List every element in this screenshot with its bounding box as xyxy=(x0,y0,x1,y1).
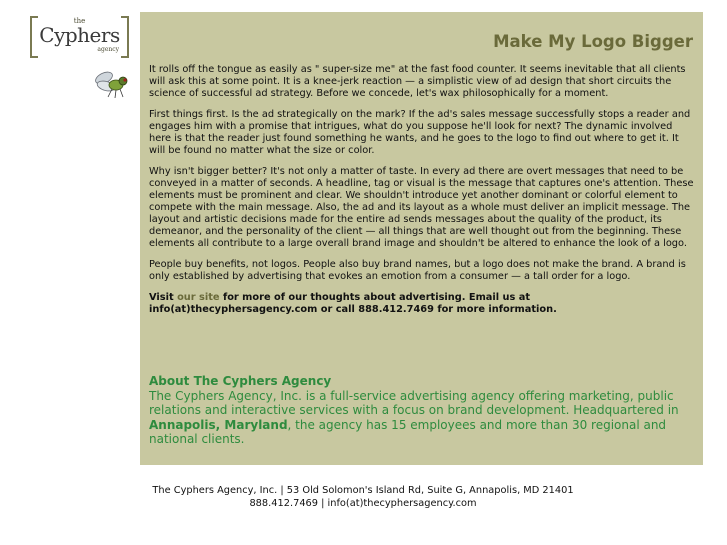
logo-the: the xyxy=(73,17,86,25)
visit-prefix: Visit xyxy=(149,292,178,303)
visit-suffix: for more of our thoughts about advertising. Email us at info(at)thecyphersagency.com or call 888.412.7469 for more information. xyxy=(149,292,557,315)
footer-contact: 888.412.7469 | info(at)thecyphersagency.com xyxy=(249,498,477,509)
article-paragraph: It rolls off the tongue as easily as " super-size me" at the fast food counter. It seems inevitable that all clients will ask this at some point. It is a knee-jerk reaction — a simplistic view of ad design that short circuits the science of successful ad strategy. Before we concede, let's wax philosophically for a moment. xyxy=(149,64,686,99)
about-title: About The Cyphers Agency xyxy=(149,374,332,388)
cyphers-logo[interactable] xyxy=(30,16,129,56)
our-site-link[interactable]: our site xyxy=(177,292,220,303)
article-paragraph: Why isn't bigger better? It's not only a matter of taste. In every ad there are overt messages that need to be conveyed in a matter of seconds. A headline, tag or visual is the message that captures one's attention. These elements must be prominent and clear. We shouldn't introduce yet another dominant or colorful element to compete with the main message. Also, the ad and its layout as a whole must deliver an implicit message. The layout and artistic decisions made for the entire ad sends messages about the quality of the product, its demeanor, and the personality of the client — all things that are well thought out from the beginning. These elements all contribute to a large overall brand image and shouldn't be altered to enhance the look of a logo. xyxy=(149,166,694,249)
visit-paragraph xyxy=(149,292,695,316)
article-paragraph: People buy benefits, not logos. People also buy brand names, but a logo does not make the brand. A brand is only established by advertising that evokes an emotion from a consumer — a tall order for a logo. xyxy=(149,259,686,282)
about-section xyxy=(149,374,699,447)
footer xyxy=(140,484,586,510)
logo-name: Cyphers xyxy=(39,23,120,47)
footer-address: The Cyphers Agency, Inc. | 53 Old Solomon's Island Rd, Suite G, Annapolis, MD 21401 xyxy=(152,485,574,496)
article-body xyxy=(149,64,695,325)
about-location: Annapolis, Maryland xyxy=(149,417,288,432)
about-text-after: , the agency has 15 employees and more than 30 regional and national clients. xyxy=(149,417,667,447)
article-paragraph: First things first. Is the ad strategically on the mark? If the ad's sales message successfully stops a reader and engages him with a promise that intrigues, what do you suppose he'll look for next? The dynamic involved here is that the reader just found something he wants, and he goes to the logo to find out where to get it. It will be found no matter what the size or color. xyxy=(149,109,691,156)
logo-agency: agency xyxy=(97,46,119,53)
fly-icon xyxy=(95,66,131,100)
content-panel xyxy=(140,12,703,465)
page-title: Make My Logo Bigger xyxy=(493,32,693,51)
about-text-before: The Cyphers Agency, Inc. is a full-service advertising agency offering marketing, public relations and interactive services with a focus on brand development. Headquartered in xyxy=(149,388,679,418)
